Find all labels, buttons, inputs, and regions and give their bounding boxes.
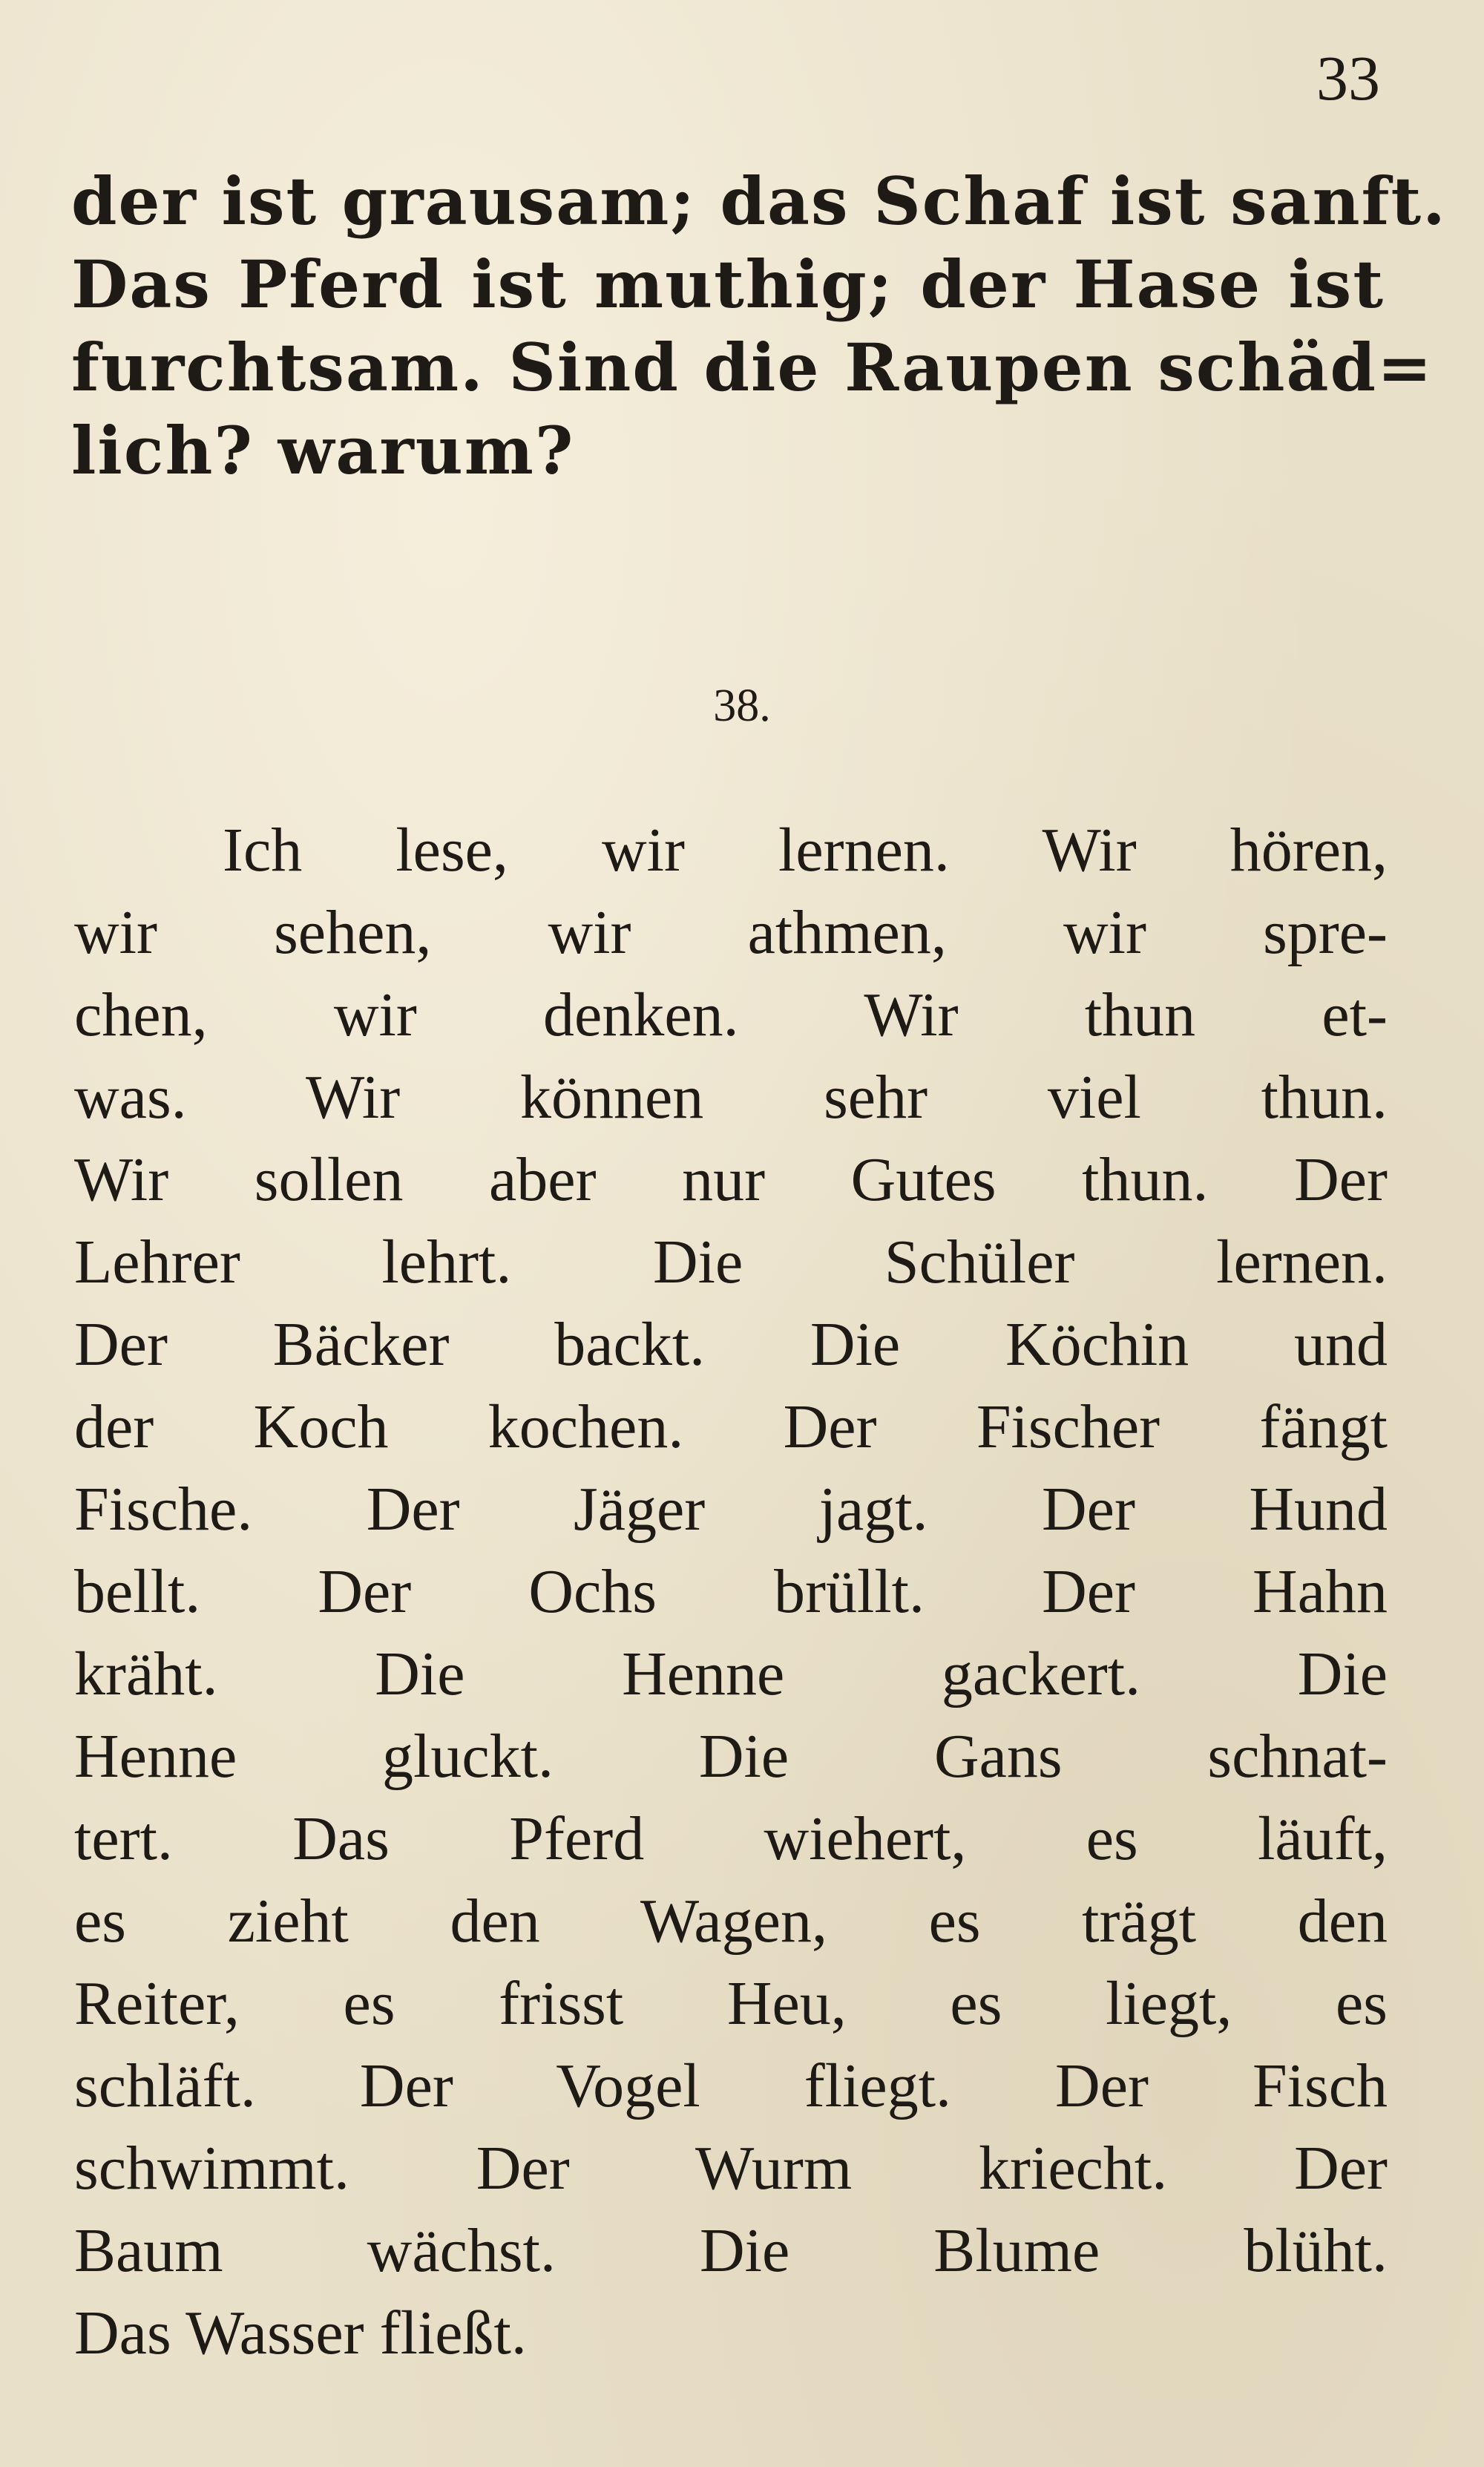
text-line: Wir sollen aber nur Gutes thun. Der — [74, 1145, 1388, 1214]
fraktur-paragraph — [71, 160, 1447, 492]
text-line: kräht. Die Henne gackert. Die — [74, 1639, 1388, 1708]
text-line: furchtsam. Sind die Raupen schäd= — [71, 329, 1434, 406]
body-paragraph — [74, 809, 1388, 2374]
text-line: es zieht den Wagen, es trägt den — [74, 1887, 1388, 1956]
text-line: Der Bäcker backt. Die Köchin und — [74, 1310, 1388, 1379]
text-line: Das Pferd ist muthig; der Hase ist — [71, 246, 1385, 323]
text-line: Lehrer lehrt. Die Schüler lernen. — [74, 1228, 1388, 1297]
text-line: der ist grausam; das Schaf ist sanft. — [71, 163, 1447, 240]
text-line: Ich lese, wir lernen. Wir hören, — [223, 816, 1388, 885]
text-line: Fische. Der Jäger jagt. Der Hund — [74, 1475, 1388, 1544]
section-number: 38. — [713, 681, 771, 731]
text-line: lich? warum? — [71, 412, 575, 489]
text-line: Baum wächst. Die Blume blüht. — [74, 2216, 1388, 2285]
text-line: Reiter, es frisst Heu, es liegt, es — [74, 1969, 1388, 2038]
text-line: schwimmt. Der Wurm kriecht. Der — [74, 2134, 1388, 2203]
text-line: tert. Das Pferd wiehert, es läuft, — [74, 1804, 1388, 1873]
text-line: wir sehen, wir athmen, wir spre- — [74, 898, 1388, 967]
text-line: schläft. Der Vogel fliegt. Der Fisch — [74, 2051, 1388, 2120]
text-line: der Koch kochen. Der Fischer fängt — [74, 1392, 1388, 1461]
text-line: Das Wasser fließt. — [74, 2299, 527, 2368]
page-number: 33 — [1316, 42, 1380, 114]
text-line: chen, wir denken. Wir thun et- — [74, 980, 1388, 1049]
text-line: was. Wir können sehr viel thun. — [74, 1063, 1388, 1132]
text-line: bellt. Der Ochs brüllt. Der Hahn — [74, 1557, 1388, 1626]
text-line: Henne gluckt. Die Gans schnat- — [74, 1722, 1388, 1791]
